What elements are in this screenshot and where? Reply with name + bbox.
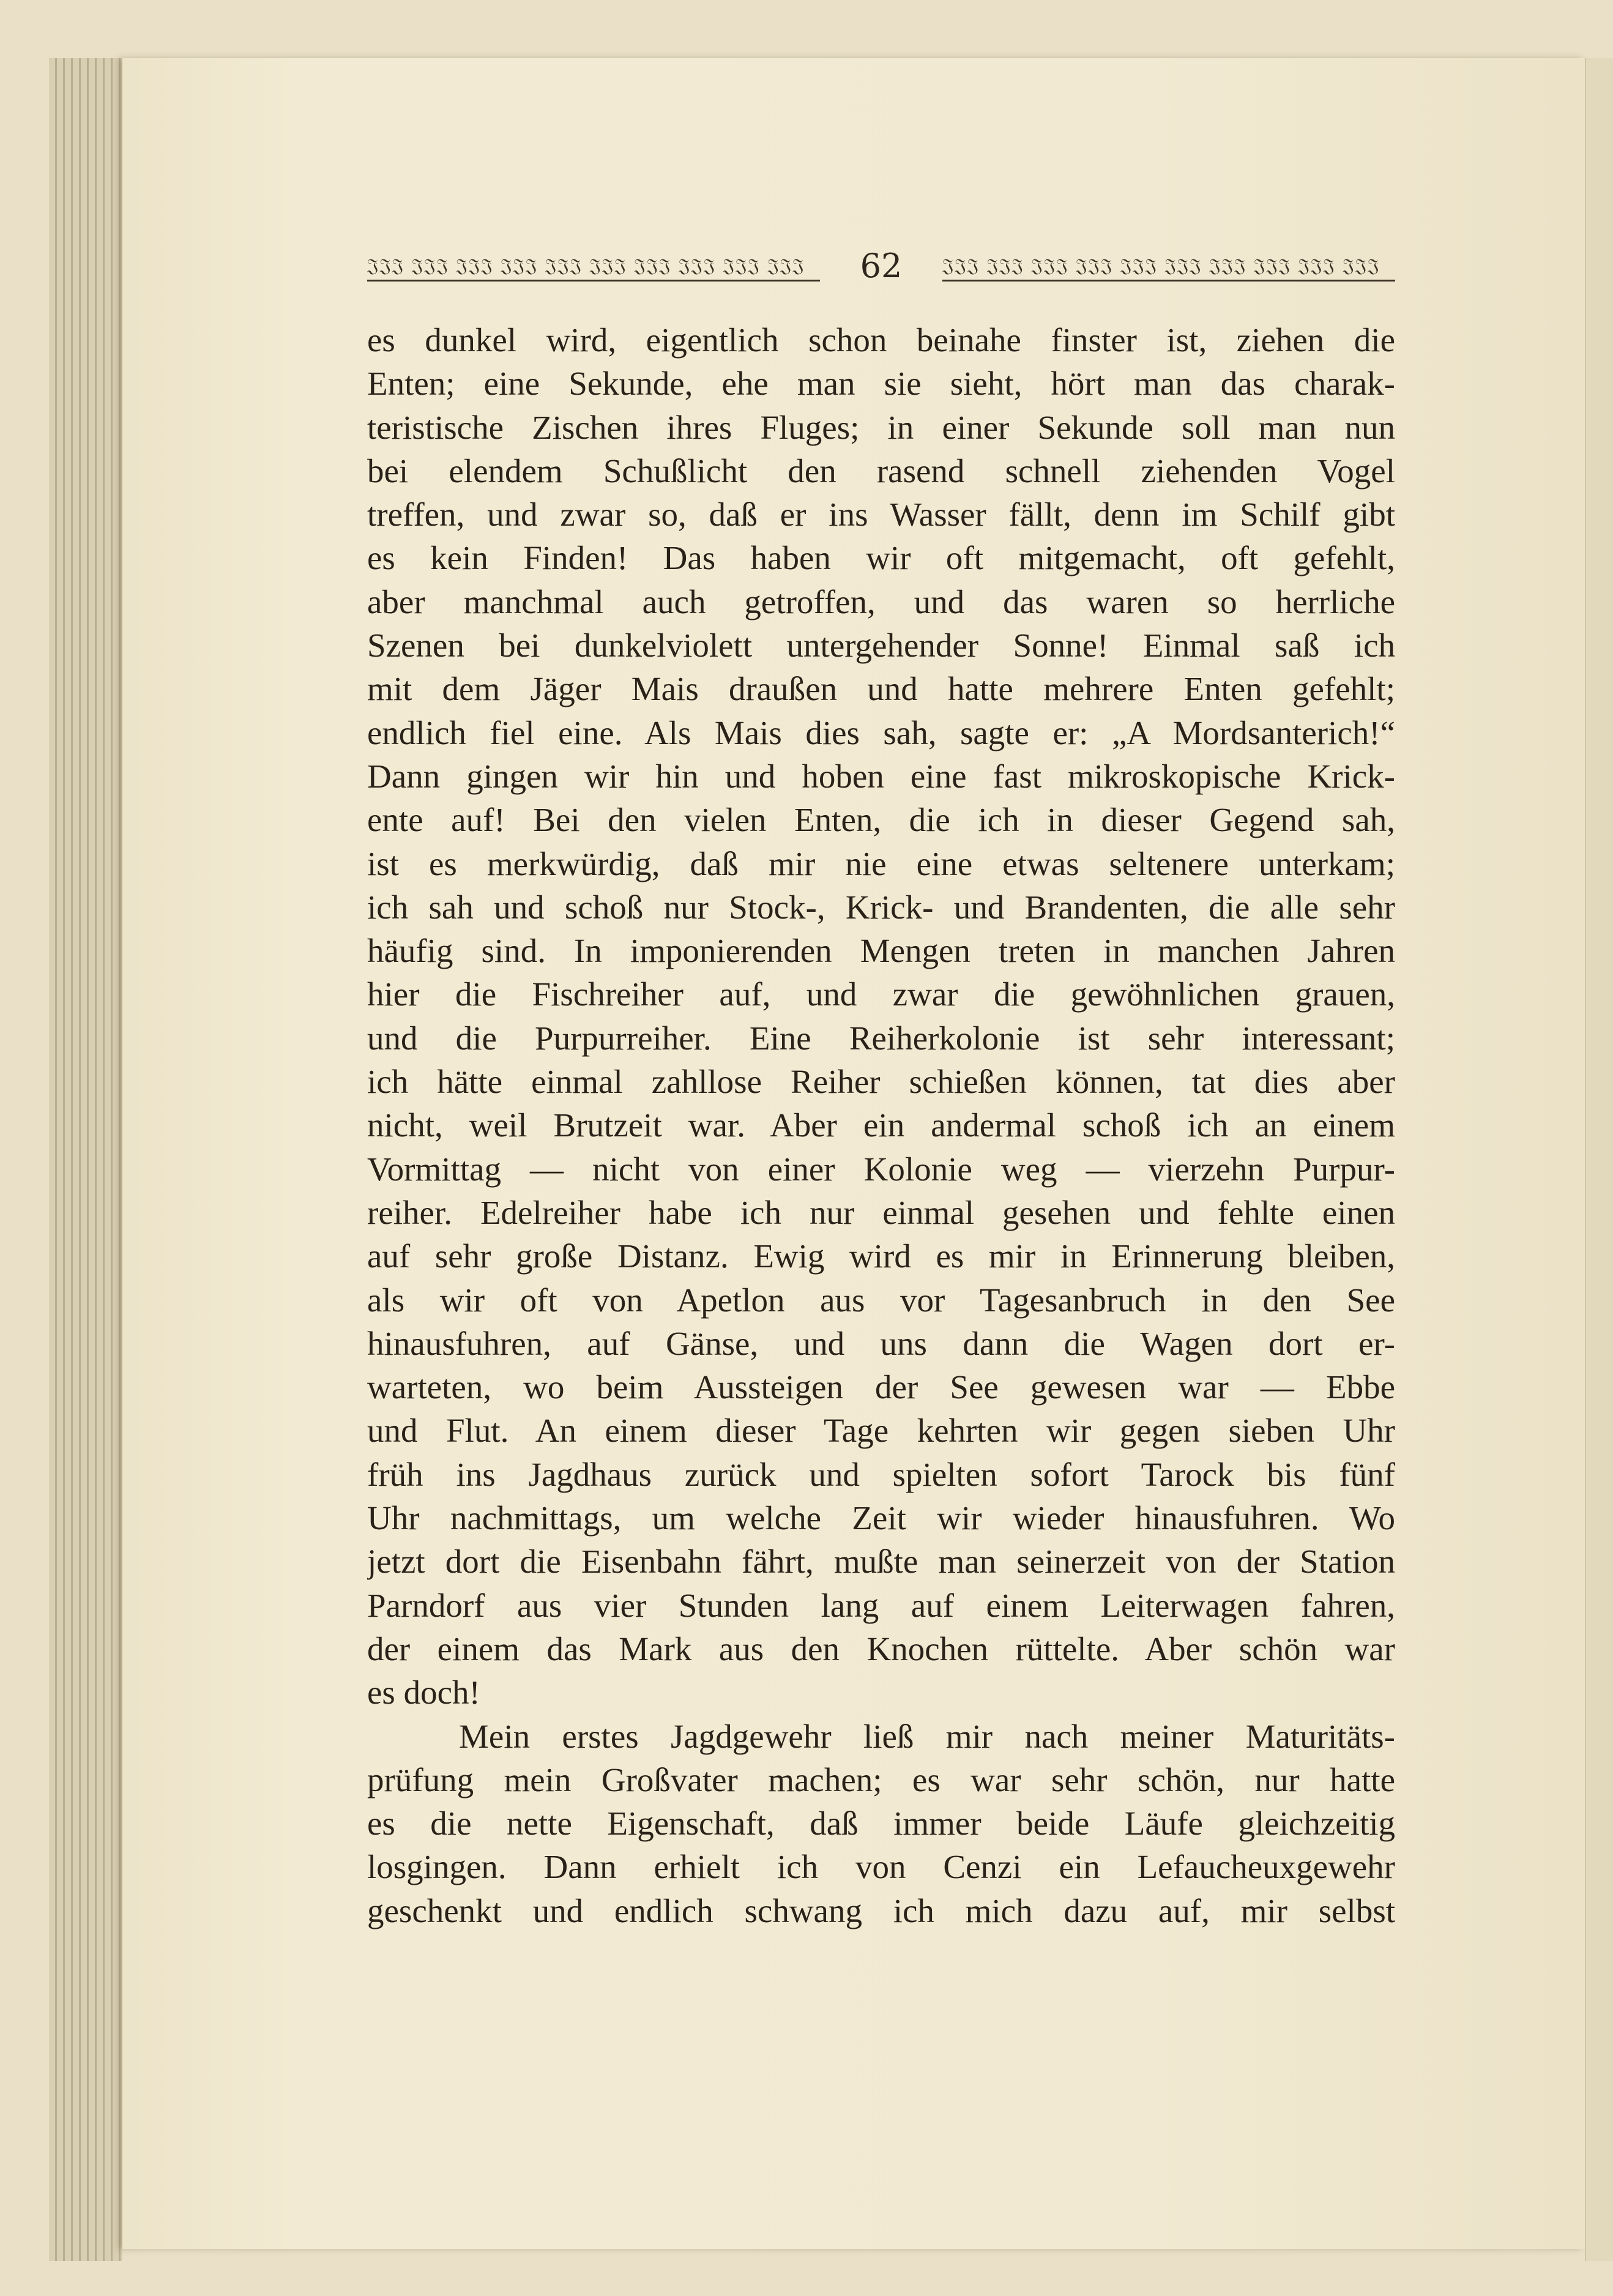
text-line: der einem das Mark aus den Knochen rüttelte. Aber schön war xyxy=(367,1630,1395,1668)
text-line: prüfung mein Großvater machen; es war sehr schön, nur hatte xyxy=(367,1761,1395,1798)
text-line: losgingen. Dann erhielt ich von Cenzi ein Lefaucheuxgewehr xyxy=(367,1848,1395,1886)
body-text xyxy=(367,318,1395,1933)
text-line: treffen, und zwar so, daß er ins Wasser fällt, denn im Schilf gibt xyxy=(367,496,1395,534)
text-line: hinausfuhren, auf Gänse, und uns dann die Wagen dort er- xyxy=(367,1324,1395,1362)
text-line: teristische Zischen ihres Fluges; in einer Sekunde soll man nun xyxy=(367,408,1395,446)
text-line: geschenkt und endlich schwang ich mich dazu auf, mir selbst xyxy=(367,1892,1395,1929)
text-line: ich sah und schoß nur Stock-, Krick- und Brandenten, die alle sehr xyxy=(367,888,1395,926)
text-line: Enten; eine Sekunde, ehe man sie sieht, hört man das charak- xyxy=(367,365,1395,403)
text-line: jetzt dort die Eisenbahn fährt, mußte man seinerzeit von der Station xyxy=(367,1543,1395,1581)
text-line: ist es merkwürdig, daß mir nie eine etwas seltenere unterkam; xyxy=(367,844,1395,882)
text-line: es die nette Eigenschaft, daß immer beide Läufe gleichzeitig xyxy=(367,1805,1395,1843)
text-line: und Flut. An einem dieser Tage kehrten wir gegen sieben Uhr xyxy=(367,1412,1395,1450)
text-line: und die Purpurreiher. Eine Reiherkolonie ist sehr interessant; xyxy=(367,1019,1395,1057)
text-line: warteten, wo beim Aussteigen der See gewesen war — Ebbe xyxy=(367,1368,1395,1406)
page-header xyxy=(367,239,1395,294)
text-line: auf sehr große Distanz. Ewig wird es mir in Erinnerung bleiben, xyxy=(367,1237,1395,1275)
text-line: es dunkel wird, eigentlich schon beinahe finster ist, ziehen die xyxy=(367,321,1395,359)
text-line: ente auf! Bei den vielen Enten, die ich in dieser Gegend sah, xyxy=(367,801,1395,839)
text-line: Parndorf aus vier Stunden lang auf einem Leiterwagen fahren, xyxy=(367,1586,1395,1624)
text-line: Uhr nachmittags, um welche Zeit wir wieder hinausfuhren. Wo xyxy=(367,1499,1395,1537)
text-line: häufig sind. In imponierenden Mengen treten in manchen Jahren xyxy=(367,932,1395,970)
text-line: Dann gingen wir hin und hoben eine fast mikroskopische Krick- xyxy=(367,757,1395,795)
header-ornament-left: 𝔍𝔍𝔍 𝔍𝔍𝔍 𝔍𝔍𝔍 𝔍𝔍𝔍 𝔍𝔍𝔍 𝔍𝔍𝔍 𝔍𝔍𝔍 𝔍𝔍𝔍 𝔍𝔍𝔍 𝔍𝔍𝔍 xyxy=(367,239,820,294)
text-line: reiher. Edelreiher habe ich nur einmal gesehen und fehlte einen xyxy=(367,1193,1395,1231)
text-line: ich hätte einmal zahllose Reiher schießen können, tat dies aber xyxy=(367,1063,1395,1101)
text-line: nicht, weil Brutzeit war. Aber ein andermal schoß ich an einem xyxy=(367,1106,1395,1144)
text-line: mit dem Jäger Mais draußen und hatte mehrere Enten gefehlt; xyxy=(367,670,1395,708)
text-line: aber manchmal auch getroffen, und das waren so herrliche xyxy=(367,583,1395,621)
text-line: Szenen bei dunkelviolett untergehender Sonne! Einmal saß ich xyxy=(367,627,1395,665)
paragraph-end-line: es doch! xyxy=(367,1674,480,1712)
page-edges xyxy=(49,58,122,2261)
text-line: bei elendem Schußlicht den rasend schnell ziehenden Vogel xyxy=(367,452,1395,490)
page-number: 62 xyxy=(860,247,903,285)
paragraph-start-line: Mein erstes Jagdgewehr ließ mir nach meiner Maturitäts- xyxy=(459,1717,1395,1755)
text-line: hier die Fischreiher auf, und zwar die gewöhnlichen grauen, xyxy=(367,975,1395,1013)
text-line: früh ins Jagdhaus zurück und spielten sofort Tarock bis fünf xyxy=(367,1455,1395,1493)
text-line: als wir oft von Apetlon aus vor Tagesanbruch in den See xyxy=(367,1281,1395,1319)
text-line: es kein Finden! Das haben wir oft mitgemacht, oft gefehlt, xyxy=(367,539,1395,577)
text-line: endlich fiel eine. Als Mais dies sah, sagte er: „A Mordsanterich!“ xyxy=(367,714,1395,751)
next-page-edge xyxy=(1585,58,1613,2261)
text-line: Vormittag — nicht von einer Kolonie weg — vierzehn Purpur- xyxy=(367,1150,1395,1188)
header-ornament-right: 𝔍𝔍𝔍 𝔍𝔍𝔍 𝔍𝔍𝔍 𝔍𝔍𝔍 𝔍𝔍𝔍 𝔍𝔍𝔍 𝔍𝔍𝔍 𝔍𝔍𝔍 𝔍𝔍𝔍 𝔍𝔍𝔍 xyxy=(942,239,1395,294)
